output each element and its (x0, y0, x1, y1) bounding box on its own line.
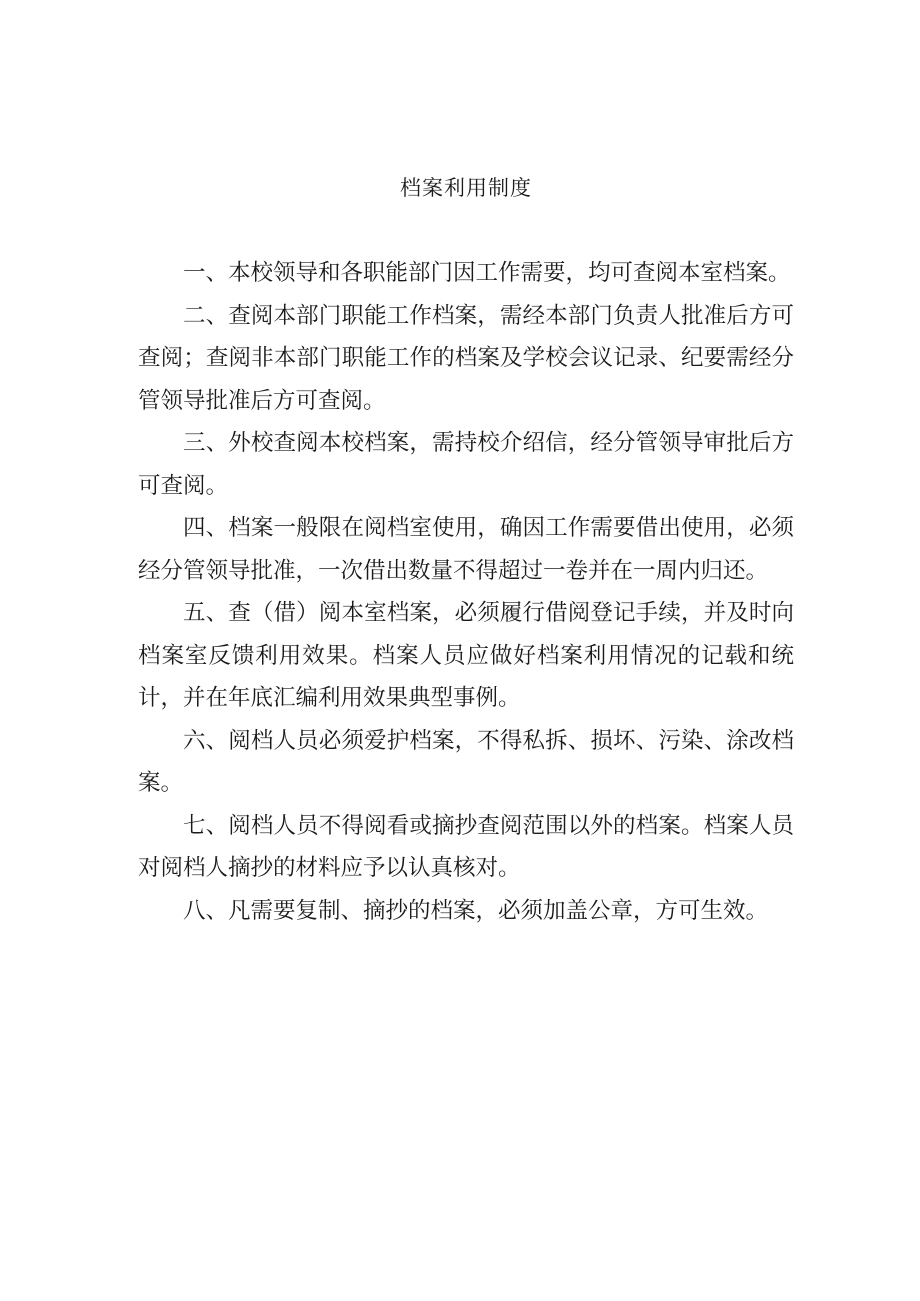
paragraph-4: 四、档案一般限在阅档室使用，确因工作需要借出使用，必须经分管领导批准，一次借出数量不得超过一卷并在一周内归还。 (138, 515, 794, 584)
paragraph-5: 五、查（借）阅本室档案，必须履行借阅登记手续，并及时向档案室反馈利用效果。档案人员应做好档案利用情况的记载和统计，并在年底汇编利用效果典型事例。 (138, 600, 794, 711)
paragraph-1: 一、本校领导和各职能部门因工作需要，均可查阅本室档案。 (183, 260, 791, 286)
paragraph-6: 六、阅档人员必须爱护档案，不得私拆、损坏、污染、涂改档案。 (138, 727, 794, 796)
document-title: 档案利用制度 (400, 176, 532, 200)
document-body (138, 252, 794, 932)
document-page (138, 0, 798, 1301)
paragraph-7: 七、阅档人员不得阅看或摘抄查阅范围以外的档案。档案人员对阅档人摘抄的材料应予以认真核对。 (138, 812, 794, 881)
paragraph-8: 八、凡需要复制、摘抄的档案，必须加盖公章，方可生效。 (183, 897, 769, 924)
paragraph-3: 三、外校查阅本校档案，需持校介绍信，经分管领导审批后方可查阅。 (138, 430, 794, 499)
paragraph-2: 二、查阅本部门职能工作档案，需经本部门负责人批准后方可查阅；查阅非本部门职能工作的档案及学校会议记录、纪要需经分管领导批准后方可查阅。 (138, 302, 794, 414)
